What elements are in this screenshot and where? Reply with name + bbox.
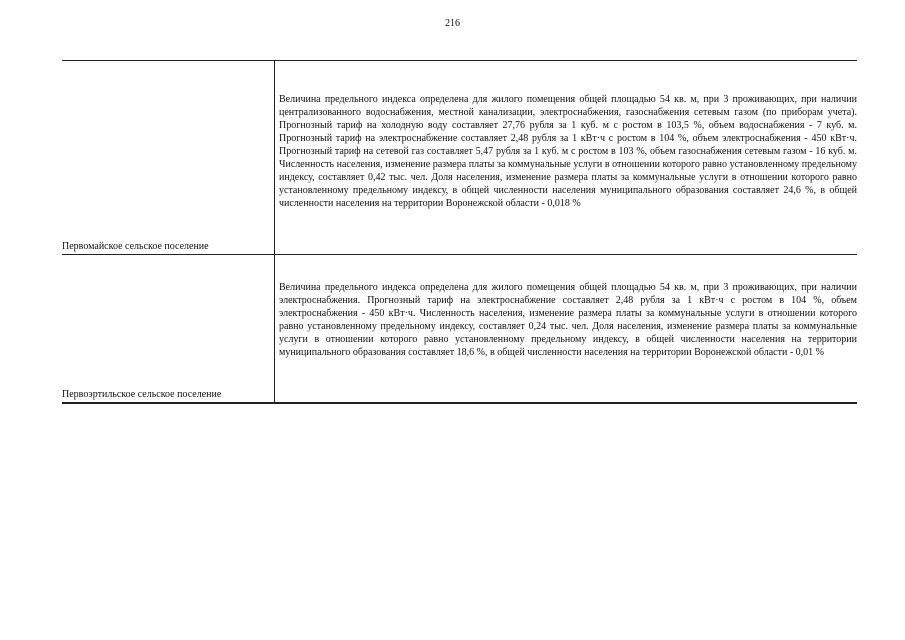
page-number: 216: [445, 18, 460, 29]
settlements-table: [62, 60, 857, 404]
description-cell: [275, 255, 857, 402]
settlement-name-cell: [62, 255, 275, 402]
settlement-name: Первоэртильское сельское поселение: [62, 389, 222, 400]
settlement-name: Первомайское сельское поселение: [62, 241, 209, 252]
settlement-description: Величина предельного индекса определена для жилого помещения общей площадью 54 кв. м, при 3 проживающих, при наличии централизованного водоснабжения, местной канализации, электроснабжения, газоснабжения сетевым газом (по приборам учета). Прогнозный тариф на холодную воду составляет 27,76 рубля за 1 куб. м с ростом в 103,5 %, объем водоснабжения - 7 куб. м. Прогнозный тариф на электроснабжение составляет 2,48 рубля за 1 кВт·ч с ростом в 104 %, объем электроснабжения - 450 кВт·ч. Прогнозный тариф на сетевой газ составляет 5,47 рубля за 1 куб. м с ростом в 103 %, объем газоснабжения сетевым газом - 16 куб. м. Численность населения, изменение размера платы за коммунальные услуги в отношении которого равно установленному предельному индексу, составляет 0,42 тыс. чел. Доля населения, изменение размера платы за коммунальные услуги в отношении которого равно установленному предельному индексу, в общей численности населения муниципального образования составляет 24,6 %, в общей численности населения на территории Воронежской области - 0,018 %: [279, 94, 857, 209]
table-row: [62, 254, 857, 402]
settlement-name-cell: [62, 61, 275, 254]
table-row: [62, 61, 857, 254]
settlement-description: Величина предельного индекса определена для жилого помещения общей площадью 54 кв. м, при 3 проживающих, при наличии электроснабжения. Прогнозный тариф на электроснабжение составляет 2,48 рубля за 1 кВт·ч с ростом в 104 %, объем электроснабжения - 450 кВт·ч. Численность населения, изменение размера платы за коммунальные услуги в отношении которого равно установленному предельному индексу, составляет 0,24 тыс. чел. Доля населения, изменение размера платы за коммунальные услуги в отношении которого равно установленному предельному индексу, в общей численности населения на территории муниципального образования составляет 18,6 %, в общей численности населения на территории Воронежской области - 0,01 %: [279, 282, 857, 358]
description-cell: [275, 61, 857, 254]
